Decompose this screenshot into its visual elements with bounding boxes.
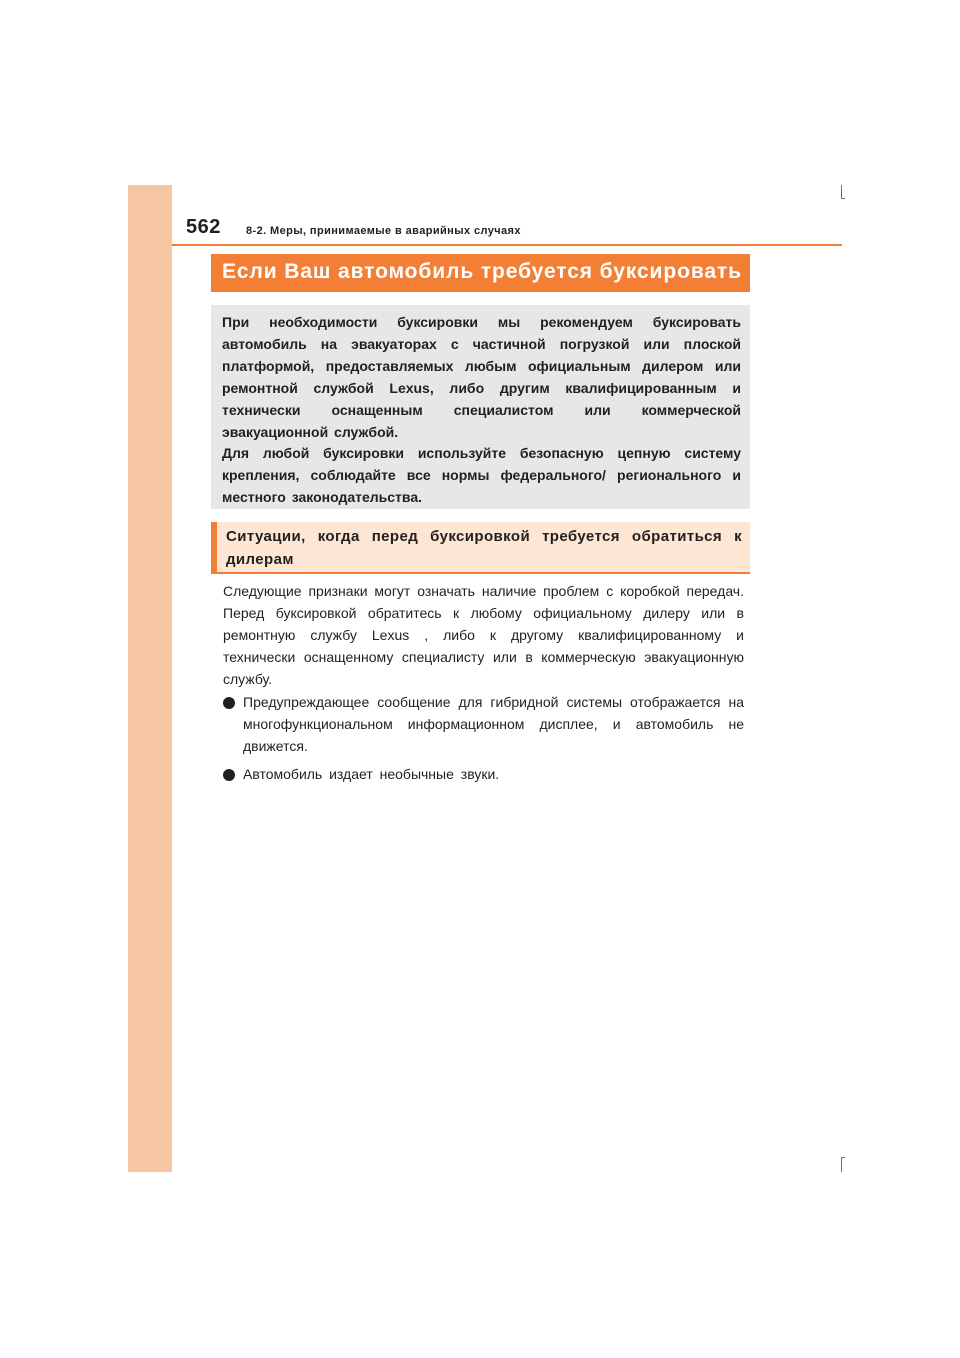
subsection-heading-box <box>211 522 750 574</box>
bullet-dot-icon <box>223 697 235 709</box>
intro-paragraph-2: Для любой буксировки используйте безопасную цепную систему крепления, соблюдайте все нормы федерального/ регионального и местного законодательства. <box>222 445 741 506</box>
section-title-bar <box>211 254 750 292</box>
list-item <box>223 692 744 758</box>
header-rule <box>172 244 842 246</box>
bullet-text: Предупреждающее сообщение для гибридной системы отображается на многофункциональном информационном дисплее, и автомобиль не движется. <box>243 694 744 754</box>
crop-tick-top <box>841 198 845 199</box>
bullet-text: Автомобиль издает необычные звуки. <box>243 765 500 782</box>
bullet-dot-icon <box>223 769 235 781</box>
intro-box <box>211 305 750 509</box>
list-item <box>223 764 744 786</box>
bullet-list <box>223 692 744 792</box>
subsection-accent-bar <box>211 522 217 574</box>
section-title: Если Ваш автомобиль требуется буксировать <box>222 260 742 283</box>
page-number: 562 <box>186 216 221 238</box>
subsection-body: Следующие признаки могут означать наличие проблем с коробкой передач. Перед буксировкой обратитесь к любому официальному дилеру или в ремонтную службу Lexus , либо к другому квалифицированному и технически оснащенному специалисту или в коммерческую эвакуационную службу. <box>223 583 744 687</box>
running-head: 8-2. Меры, принимаемые в аварийных случаях <box>246 225 521 237</box>
crop-mark-bottom <box>841 1157 842 1172</box>
chapter-side-band <box>128 185 172 1172</box>
crop-tick-bottom <box>841 1157 845 1158</box>
subsection-heading: Ситуации, когда перед буксировкой требуется обратиться к дилерам <box>226 528 742 568</box>
crop-mark-top <box>841 185 842 199</box>
intro-paragraph-1: При необходимости буксировки мы рекомендуем буксировать автомобиль на эвакуаторах с частичной погрузкой или плоской платформой, предоставляемых любым официальным дилером или ремонтной службой Lexus, либо другим квалифицированным и технически оснащенным специалистом или коммерческой эвакуационной службой. <box>222 314 741 440</box>
